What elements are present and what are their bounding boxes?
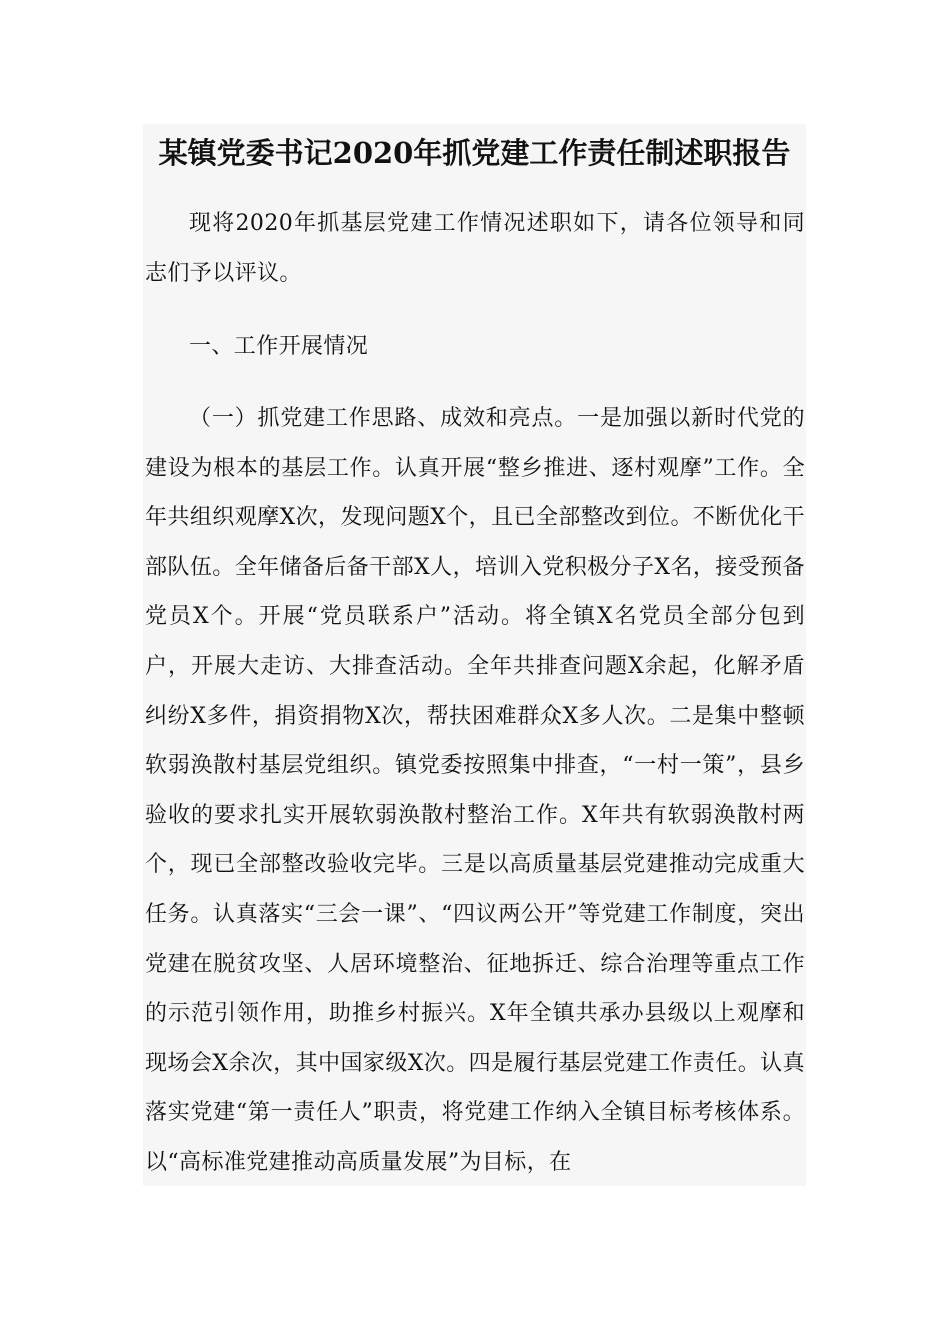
intro-paragraph: 现将2020年抓基层党建工作情况述职如下，请各位领导和同志们予以评议。 [145, 211, 805, 286]
section-heading: 一、工作开展情况 [189, 334, 369, 359]
body-paragraph: （一）抓党建工作思路、成效和亮点。一是加强以新时代党的建设为根本的基层工作。认真开展“整乡推进、逐村观摩”工作。全年共组织观摩X次，发现问题X个，且已全部整改到位。不断优化干部队伍。全年储备后备干部X人，培训入党积极分子X名，接受预备党员X个。开展“党员联系户”活动。将全镇X名党员全部分包到户，开展大走访、大排查活动。全年共排查问题X余起，化解矛盾纠纷X多件，捐资捐物X次，帮扶困难群众X多人次。二是集中整顿软弱涣散村基层党组织。镇党委按照集中排查，“一村一策”，县乡验收的要求扎实开展软弱涣散村整治工作。X年共有软弱涣散村两个，现已全部整改验收完毕。三是以高质量基层党建推动完成重大任务。认真落实“三会一课”、“四议两公开”等党建工作制度，突出党建在脱贫攻坚、人居环境整治、征地拆迁、综合治理等重点工作的示范引领作用，助推乡村振兴。X年全镇共承办县级以上观摩和现场会X余次，其中国家级X次。四是履行基层党建工作责任。认真落实党建“第一责任人”职责，将党建工作纳入全镇目标考核体系。以“高标准党建推动高质量发展”为目标，在 [145, 406, 805, 1175]
document-title: 某镇党委书记2020年抓党建工作责任制述职报告 [158, 136, 791, 170]
